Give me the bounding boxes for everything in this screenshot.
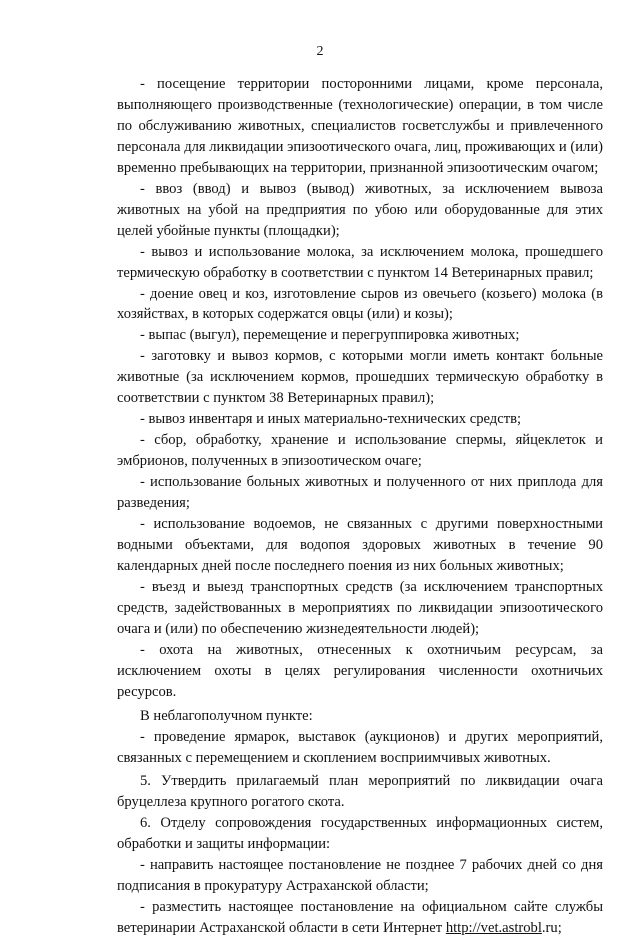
paragraph-feed: - заготовку и вывоз кормов, с которыми могли иметь контакт больные животные (за исключением кормов, прошедших термическую обработку в соответствии с пунктом 38 Ветеринарных правил); bbox=[117, 348, 603, 407]
paragraph-grazing: - выпас (выгул), перемещение и перегруппировка животных; bbox=[140, 327, 520, 344]
paragraph-visit-restriction: - посещение территории посторонними лицами, кроме персонала, выполняющего производственные (технологические) операции, в том числе по обслуживанию животных, специалистов госветслужбы и привлеченного персонала для ликвидации эпизоотического очага, лиц, проживающих и (или) временно пребывающих на территории, признанной эпизоотическим очагом; bbox=[117, 76, 603, 176]
paragraph-breeding: - использование больных животных и полученного от них приплода для разведения; bbox=[117, 474, 603, 512]
paragraph-send-prosecutor: - направить настоящее постановление не позднее 7 рабочих дней со дня подписания в прокуратуру Астраханской области; bbox=[117, 857, 603, 895]
website-link[interactable]: http://vet.astrobl bbox=[445, 920, 542, 937]
page-number: 2 bbox=[316, 44, 324, 59]
paragraph-fairs: - проведение ярмарок, выставок (аукционов) и других мероприятий, связанных с перемещением и скоплением восприимчивых животных. bbox=[117, 728, 603, 766]
paragraph-unfavorable-point: В неблагополучном пункте: bbox=[140, 707, 313, 724]
paragraph-milk: - вывоз и использование молока, за исключением молока, прошедшего термическую обработку в соответствии с пунктом 14 Ветеринарных правил; bbox=[117, 243, 603, 281]
document-body bbox=[117, 74, 603, 939]
paragraph-milking-cheese: - доение овец и коз, изготовление сыров из овечьего (козьего) молока (в хозяйствах, в которых содержатся овцы (или) и козы); bbox=[117, 285, 603, 323]
paragraph-hunting: - охота на животных, отнесенных к охотничьим ресурсам, за исключением охоты в целях регулирования численности охотничьих ресурсов. bbox=[117, 641, 603, 700]
publish-text: - разместить настоящее постановление на официальном сайте службы ветеринарии Астраханской области в сети Интернет bbox=[117, 899, 603, 937]
paragraph-sperm-embryos: - сбор, обработку, хранение и использование спермы, яйцеклеток и эмбрионов, полученных в эпизоотическом очаге; bbox=[117, 432, 603, 470]
paragraph-vehicles: - въезд и выезд транспортных средств (за исключением транспортных средств, задействованных в мероприятиях по ликвидации эпизоотического очага и (или) по обеспечению жизнедеятельности людей); bbox=[117, 578, 603, 637]
paragraph-publish-website bbox=[117, 897, 603, 939]
paragraph-inventory: - вывоз инвентаря и иных материально-технических средств; bbox=[140, 411, 522, 428]
paragraph-water-bodies: - использование водоемов, не связанных с другими поверхностными водными объектами, для водопоя здоровых животных в течение 90 календарных дней после последнего поения из них больных животных; bbox=[117, 516, 603, 574]
paragraph-item-6: 6. Отделу сопровождения государственных информационных систем, обработки и защиты информации: bbox=[117, 815, 603, 853]
paragraph-item-5: 5. Утвердить прилагаемый план мероприятий по ликвидации очага бруцеллеза крупного рогатого скота. bbox=[117, 773, 603, 811]
paragraph-animal-import-export: - ввоз (ввод) и вывоз (вывод) животных, за исключением вывоза животных на убой на предприятия по убою или оборудованные для этих целей убойные пункты (площадки); bbox=[117, 180, 603, 239]
publish-text-end: .ru; bbox=[541, 920, 562, 937]
